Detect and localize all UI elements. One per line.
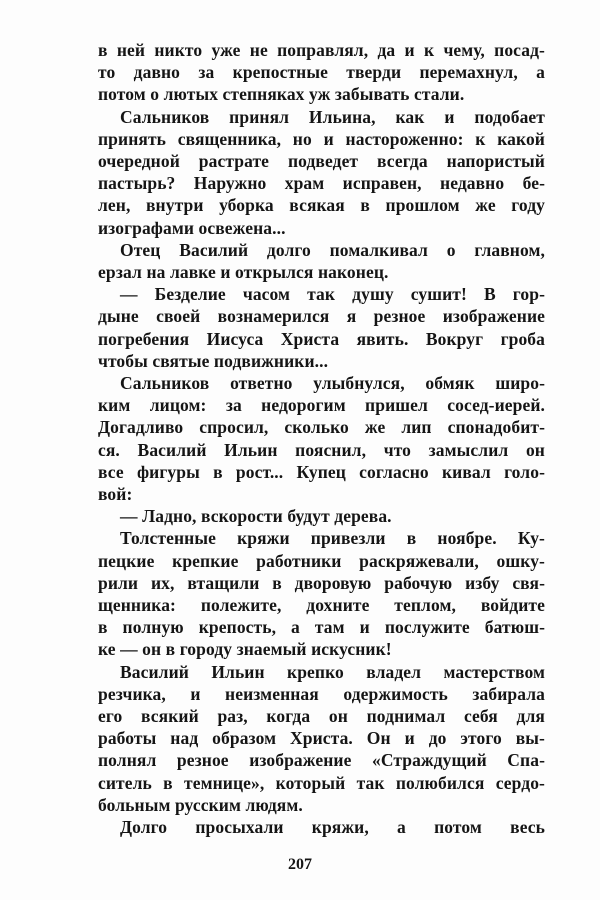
text-line: Долго просыхали кряжи, а потом весь xyxy=(120,817,545,837)
text-line: ерзал на лавке и открылся наконец. xyxy=(98,262,389,282)
text-line: ся. Василий Ильин пояснил, что замыслил он xyxy=(98,439,545,460)
text-line: щенника: полежите, дохните теплом, войдите xyxy=(98,595,545,615)
text-line: работы над образом Христа. Он и до этого вы- xyxy=(98,728,545,749)
text-line: дыне своей вознамерился я резное изображение xyxy=(98,306,545,327)
text-line: — Ладно, вскорости будут дерева. xyxy=(120,506,392,527)
text-line: принять священника, но и настороженно: к какой xyxy=(98,128,545,149)
text-line: пастырь? Наружно храм исправен, недавно бе- xyxy=(98,173,545,194)
text-line: погребения Иисуса Христа явить. Вокруг гроба xyxy=(98,328,545,349)
text-line: ким лицом: за недорогим пришел сосед-иерей. xyxy=(98,395,545,416)
text-line: лен, внутри уборка всякая в прошлом же году xyxy=(98,195,545,216)
text-line: в полную крепость, а там и послужите батюш- xyxy=(98,617,545,638)
text-line: изографами освежена... xyxy=(98,217,286,238)
text-line: вой: xyxy=(98,484,133,504)
text-line: чтобы святые подвижники... xyxy=(98,350,329,371)
text-line: Отец Василий долго помалкивал о главном, xyxy=(120,239,545,260)
text-line: пецкие крепкие работники раскряжевали, ошку- xyxy=(98,550,545,571)
text-line: больным русским людям. xyxy=(98,794,303,815)
text-line: Сальников принял Ильина, как и подобает xyxy=(120,106,545,127)
text-line: все фигуры в рост... Купец согласно кивал голо- xyxy=(98,461,545,482)
text-line: Василий Ильин крепко владел мастерством xyxy=(120,661,545,682)
page-number: 207 xyxy=(288,856,312,873)
text-line: то давно за крепостные тверди перемахнул, а xyxy=(98,62,545,83)
text-line: Сальников ответно улыбнулся, обмяк широ- xyxy=(120,373,545,393)
text-line: очередной растрате подведет всегда напористый xyxy=(98,151,545,171)
text-line: в ней никто уже не поправлял, да и к чему, посад- xyxy=(98,40,545,60)
text-line: Толстенные кряжи привезли в ноябре. Ку- xyxy=(120,528,545,549)
text-line: — Безделие часом так душу сушит! В гор- xyxy=(120,284,545,305)
text-line: рили их, втащили в дворовую рабочую избу свя- xyxy=(98,572,545,593)
text-line: потом о лютых степняках уж забывать стали. xyxy=(98,84,465,105)
text-line: ке — он в городу знаемый искусник! xyxy=(98,639,392,660)
text-line: резчика, и неизменная одержимость забирала xyxy=(98,683,545,704)
text-line: полнял резное изображение «Страждущий Спа- xyxy=(98,750,545,771)
text-line: его всякий раз, когда он поднимал себя для xyxy=(98,706,545,726)
text-line: Догадливо спросил, сколько же лип спонадобит- xyxy=(98,417,545,438)
text-line: ситель в темнице», который так полюбился сердо- xyxy=(98,772,545,793)
